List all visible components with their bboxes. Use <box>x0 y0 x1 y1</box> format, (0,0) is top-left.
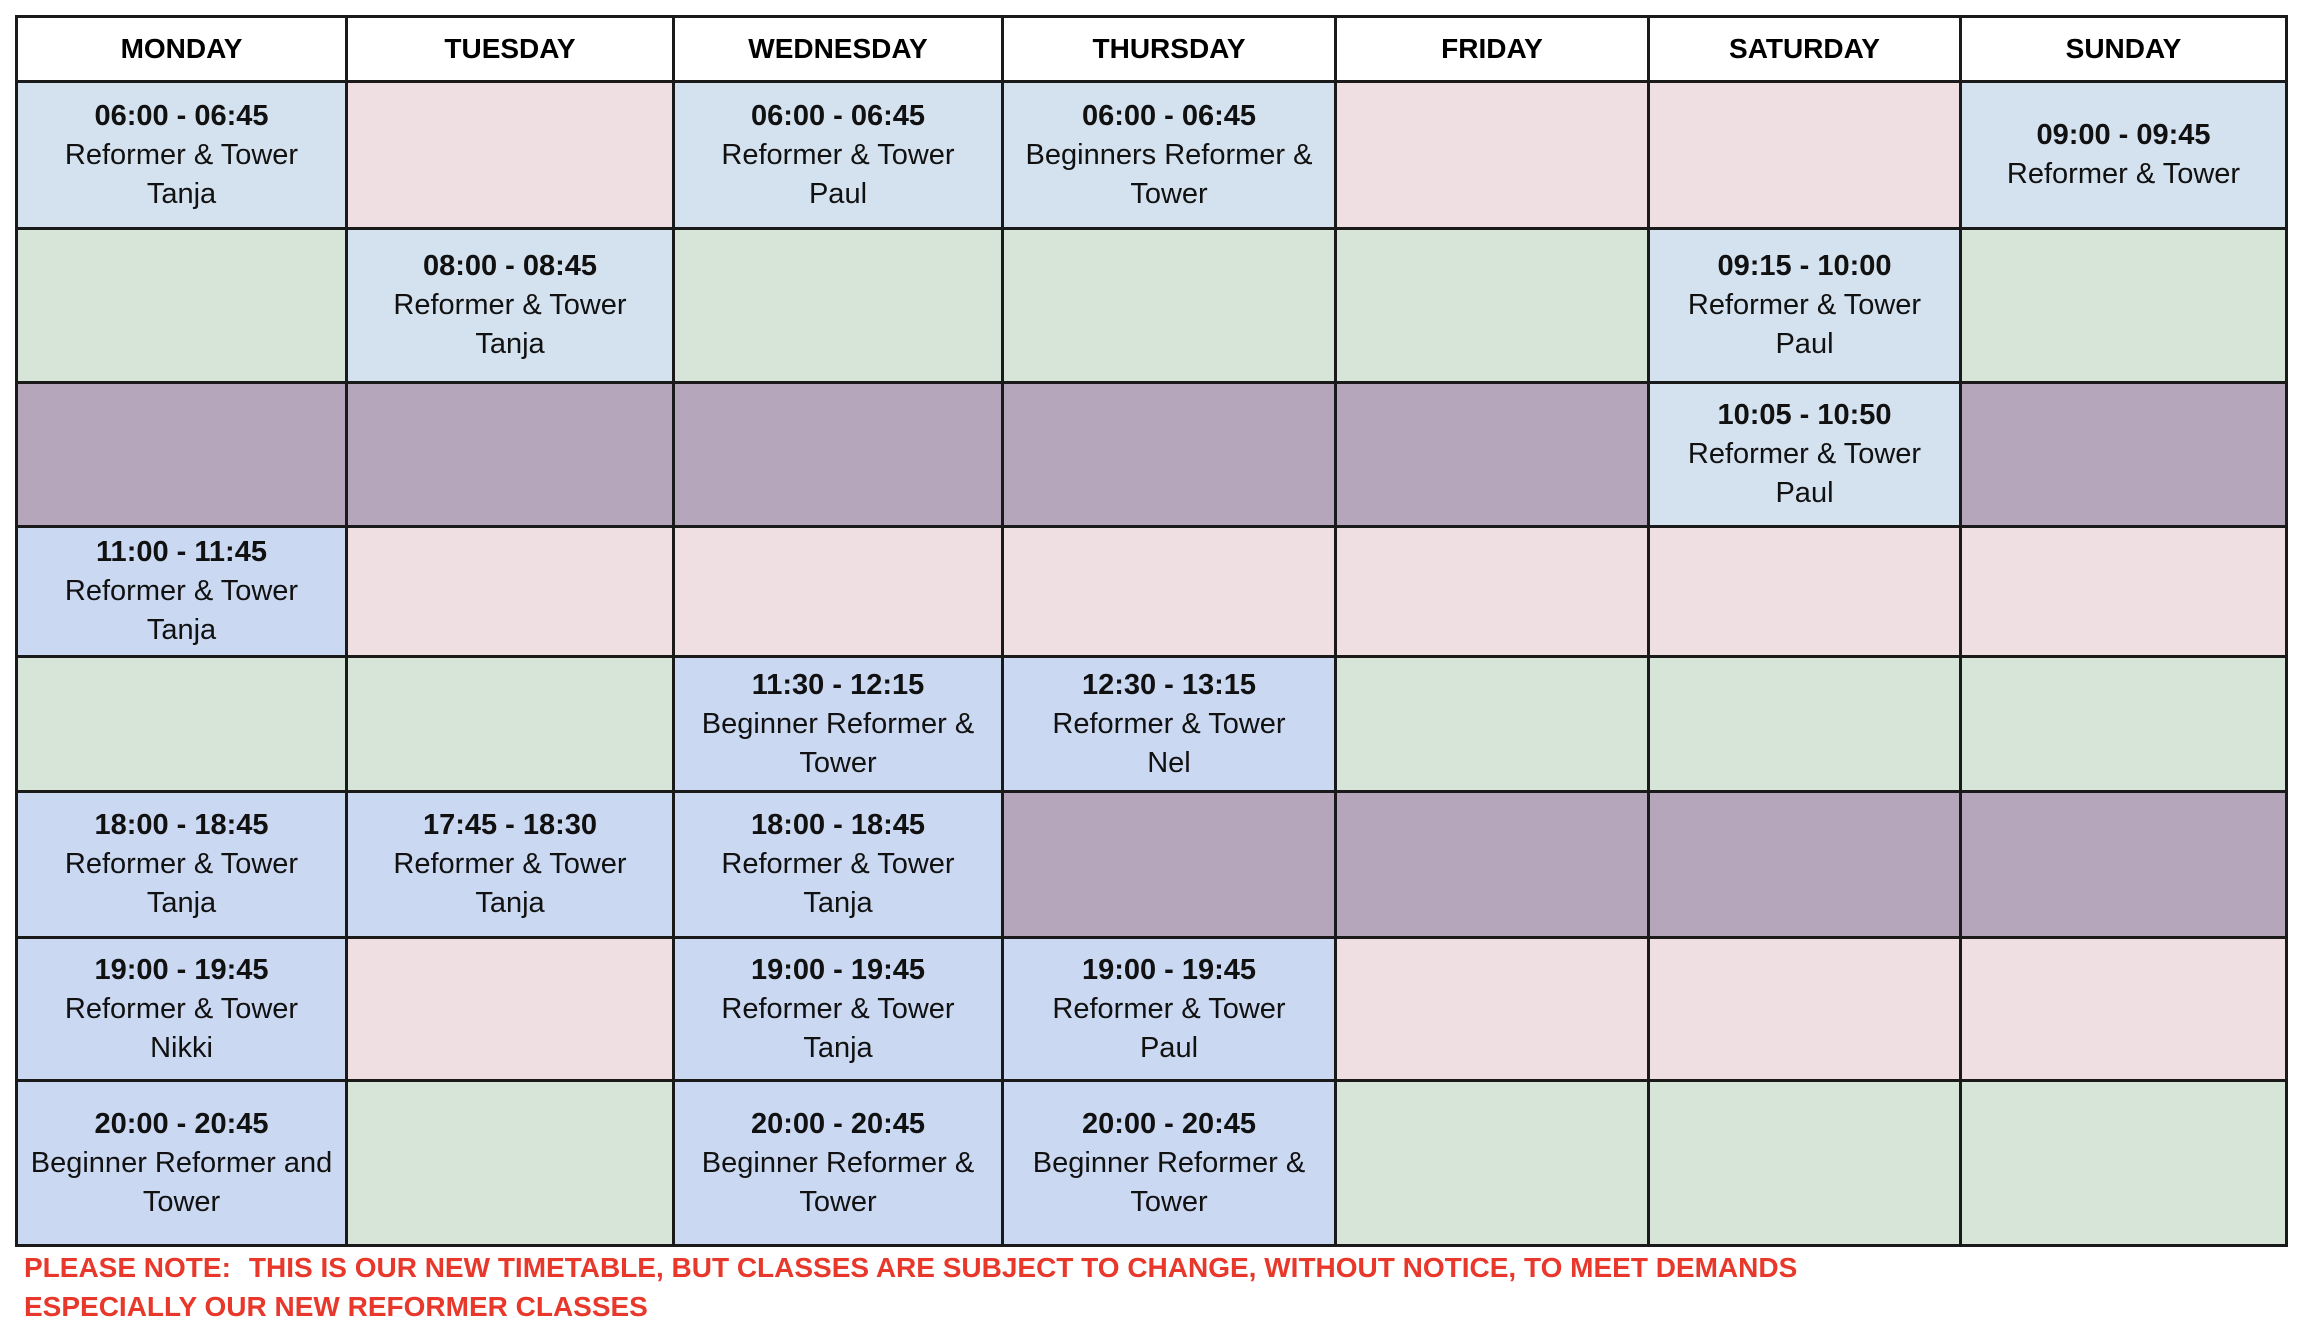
class-name: Reformer & Tower <box>1687 289 1922 321</box>
class-slot-saturday <box>1649 383 1961 527</box>
class-time: 11:00 - 11:45 <box>96 536 267 568</box>
class-detail: Tanja <box>475 887 545 919</box>
class-slot-wednesday <box>674 1081 1003 1246</box>
empty-slot-tuesday <box>347 383 674 527</box>
class-time: 20:00 - 20:45 <box>1081 1107 1257 1140</box>
class-detail: Tower <box>799 1185 877 1218</box>
empty-slot-monday <box>17 383 347 527</box>
day-header-tuesday: TUESDAY <box>347 17 674 82</box>
empty-slot-sunday <box>1961 229 2287 383</box>
class-name: Reformer & Tower <box>64 992 299 1025</box>
empty-slot-friday <box>1336 657 1649 792</box>
class-time: 09:15 - 10:00 <box>1717 250 1892 282</box>
class-slot-monday <box>17 82 347 229</box>
empty-slot-tuesday <box>347 527 674 657</box>
class-time: 20:00 - 20:45 <box>750 1107 926 1140</box>
day-header-friday: FRIDAY <box>1336 17 1649 82</box>
empty-slot-friday <box>1336 383 1649 527</box>
timetable-row <box>17 657 2287 792</box>
empty-slot-saturday <box>1649 82 1961 229</box>
class-detail: Paul <box>1775 328 1834 360</box>
class-name: Reformer & Tower <box>721 138 955 171</box>
class-name: Reformer & Tower <box>1687 438 1922 470</box>
class-slot-monday <box>17 938 347 1081</box>
day-header-wednesday: WEDNESDAY <box>674 17 1003 82</box>
class-time: 10:05 - 10:50 <box>1717 399 1892 431</box>
empty-slot-friday <box>1336 1081 1649 1246</box>
class-time: 19:00 - 19:45 <box>750 953 926 986</box>
class-detail: Tanja <box>475 328 545 360</box>
empty-slot-saturday <box>1649 657 1961 792</box>
class-slot-monday <box>17 1081 347 1246</box>
class-name: Reformer & Tower <box>393 289 627 321</box>
class-name: Beginner Reformer and <box>30 1146 333 1179</box>
day-header-thursday: THURSDAY <box>1003 17 1336 82</box>
empty-slot-wednesday <box>674 229 1003 383</box>
empty-slot-saturday <box>1649 527 1961 657</box>
empty-slot-sunday <box>1961 792 2287 938</box>
class-detail: Paul <box>1775 477 1834 509</box>
class-time: 11:30 - 12:15 <box>751 668 925 701</box>
day-header-sunday: SUNDAY <box>1961 17 2287 82</box>
class-name: Reformer & Tower <box>393 848 627 880</box>
day-header-monday: MONDAY <box>17 17 347 82</box>
class-name: Reformer & Tower <box>64 138 299 171</box>
empty-slot-thursday <box>1003 229 1336 383</box>
class-slot-tuesday <box>347 229 674 383</box>
timetable-body <box>17 82 2287 1246</box>
empty-slot-thursday <box>1003 792 1336 938</box>
class-detail: Tower <box>142 1185 221 1218</box>
empty-slot-tuesday <box>347 82 674 229</box>
class-slot-tuesday <box>347 792 674 938</box>
class-time: 08:00 - 08:45 <box>422 250 598 282</box>
class-slot-thursday <box>1003 938 1336 1081</box>
class-detail: Tanja <box>146 887 217 919</box>
class-detail: Nel <box>1147 746 1191 779</box>
empty-slot-wednesday <box>674 527 1003 657</box>
class-slot-thursday <box>1003 1081 1336 1246</box>
class-name: Reformer & Tower <box>721 848 955 880</box>
empty-slot-tuesday <box>347 657 674 792</box>
class-slot-monday <box>17 792 347 938</box>
class-detail: Tower <box>1130 177 1208 210</box>
empty-slot-saturday <box>1649 1081 1961 1246</box>
class-name: Beginners Reformer & <box>1025 138 1313 171</box>
class-slot-wednesday <box>674 938 1003 1081</box>
timetable-row <box>17 1081 2287 1246</box>
class-name: Reformer & Tower <box>1052 992 1286 1025</box>
day-header-row <box>17 17 2287 82</box>
empty-slot-sunday <box>1961 657 2287 792</box>
class-name: Beginner Reformer & <box>701 1146 975 1179</box>
timetable-row <box>17 938 2287 1081</box>
class-time: 18:00 - 18:45 <box>94 809 269 841</box>
class-time: 06:00 - 06:45 <box>1081 99 1257 132</box>
notice-text: THIS IS OUR NEW TIMETABLE, BUT CLASSES ARE SUBJECT TO CHANGE, WITHOUT NOTICE, TO MEET DEMANDS ESPECIALLY OUR NEW REFORMER CLASSES <box>24 1252 1798 1322</box>
empty-slot-tuesday <box>347 1081 674 1246</box>
empty-slot-friday <box>1336 82 1649 229</box>
class-slot-thursday <box>1003 657 1336 792</box>
class-name: Reformer & Tower <box>1052 707 1286 740</box>
class-name: Reformer & Tower <box>2006 158 2241 190</box>
class-name: Reformer & Tower <box>64 848 299 880</box>
empty-slot-saturday <box>1649 792 1961 938</box>
class-detail: Tanja <box>803 887 873 919</box>
class-time: 09:00 - 09:45 <box>2036 119 2211 151</box>
class-detail: Tower <box>799 746 877 779</box>
class-time: 19:00 - 19:45 <box>1081 953 1257 986</box>
class-name: Reformer & Tower <box>64 575 299 607</box>
class-slot-saturday <box>1649 229 1961 383</box>
empty-slot-saturday <box>1649 938 1961 1081</box>
class-detail: Paul <box>808 177 868 210</box>
class-time: 17:45 - 18:30 <box>422 809 598 841</box>
timetable-row <box>17 527 2287 657</box>
class-detail: Paul <box>1139 1031 1199 1064</box>
class-slot-wednesday <box>674 82 1003 229</box>
empty-slot-monday <box>17 657 347 792</box>
notice <box>24 1248 1944 1326</box>
empty-slot-friday <box>1336 229 1649 383</box>
empty-slot-monday <box>17 229 347 383</box>
empty-slot-sunday <box>1961 1081 2287 1246</box>
class-time: 18:00 - 18:45 <box>750 809 926 841</box>
class-detail: Tanja <box>146 614 217 646</box>
notice-label: PLEASE NOTE: <box>24 1252 231 1283</box>
class-time: 19:00 - 19:45 <box>94 953 269 986</box>
class-detail: Tower <box>1130 1185 1208 1218</box>
empty-slot-tuesday <box>347 938 674 1081</box>
empty-slot-thursday <box>1003 527 1336 657</box>
timetable-row <box>17 229 2287 383</box>
class-slot-sunday <box>1961 82 2287 229</box>
class-detail: Tanja <box>146 177 217 210</box>
day-header-saturday: SATURDAY <box>1649 17 1961 82</box>
class-name: Reformer & Tower <box>721 992 955 1025</box>
class-time: 06:00 - 06:45 <box>750 99 926 132</box>
timetable-grid <box>15 15 2288 1247</box>
class-slot-wednesday <box>674 792 1003 938</box>
empty-slot-thursday <box>1003 383 1336 527</box>
timetable-row <box>17 792 2287 938</box>
empty-slot-sunday <box>1961 527 2287 657</box>
timetable-row <box>17 82 2287 229</box>
class-time: 20:00 - 20:45 <box>94 1107 269 1140</box>
class-detail: Nikki <box>150 1031 213 1064</box>
class-slot-monday <box>17 527 347 657</box>
empty-slot-friday <box>1336 527 1649 657</box>
timetable-row <box>17 383 2287 527</box>
class-slot-wednesday <box>674 657 1003 792</box>
class-time: 12:30 - 13:15 <box>1081 668 1257 701</box>
class-name: Beginner Reformer & <box>1032 1146 1306 1179</box>
empty-slot-sunday <box>1961 938 2287 1081</box>
class-time: 06:00 - 06:45 <box>94 99 269 132</box>
empty-slot-sunday <box>1961 383 2287 527</box>
empty-slot-friday <box>1336 792 1649 938</box>
class-slot-thursday <box>1003 82 1336 229</box>
class-name: Beginner Reformer & <box>701 707 975 740</box>
class-detail: Tanja <box>803 1031 873 1064</box>
empty-slot-friday <box>1336 938 1649 1081</box>
empty-slot-wednesday <box>674 383 1003 527</box>
